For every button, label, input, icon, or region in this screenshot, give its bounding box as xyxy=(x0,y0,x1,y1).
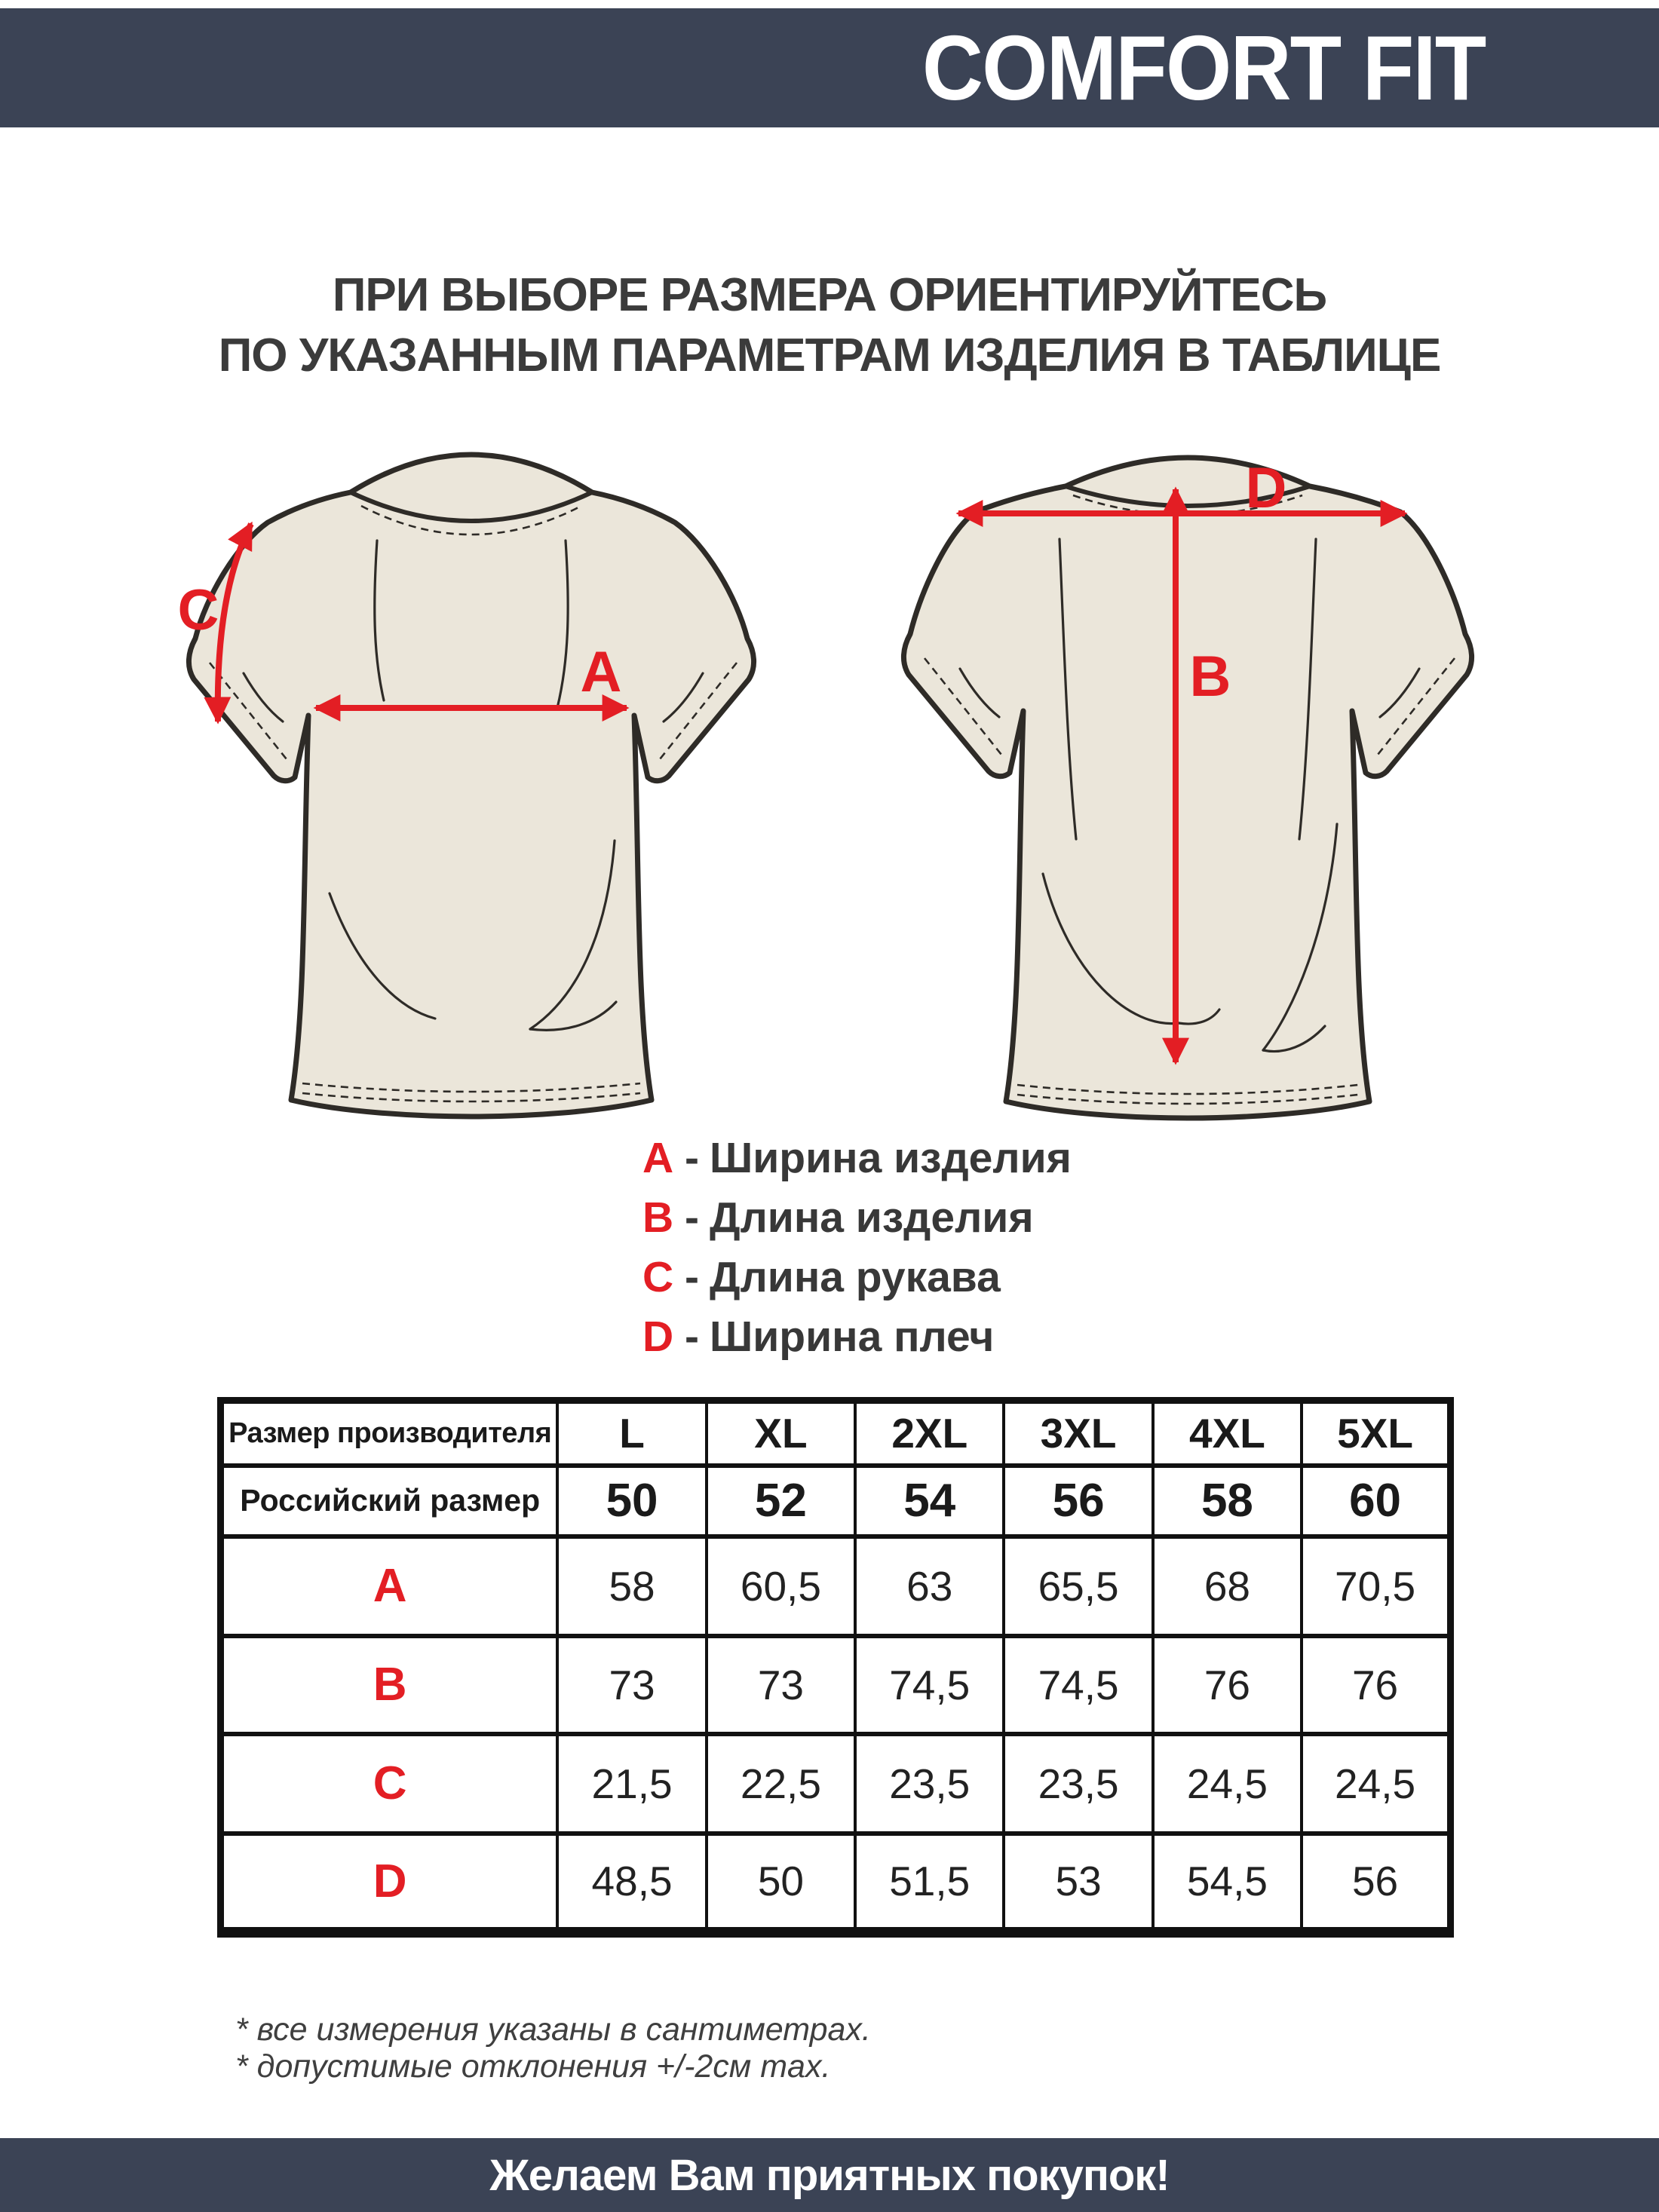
legend-letter: C xyxy=(642,1252,674,1301)
measure-value: 74,5 xyxy=(1004,1636,1152,1734)
tshirt-front-diagram xyxy=(155,449,792,1120)
measure-value: 48,5 xyxy=(557,1834,706,1932)
legend-text: Ширина изделия xyxy=(709,1133,1072,1182)
measure-value: 23,5 xyxy=(855,1734,1004,1834)
legend-item-a xyxy=(642,1128,1072,1187)
footer-message: Желаем Вам приятных покупок! xyxy=(489,2150,1170,2200)
intro-line-1: ПРИ ВЫБОРЕ РАЗМЕРА ОРИЕНТИРУЙТЕСЬ xyxy=(332,269,1327,321)
measure-label-d: D xyxy=(1245,456,1287,520)
header-bar xyxy=(0,8,1659,127)
measure-label-a: A xyxy=(580,640,622,704)
row-header: Размер производителя xyxy=(221,1401,558,1466)
measure-value: 68 xyxy=(1153,1536,1302,1636)
size-value: 50 xyxy=(557,1466,706,1536)
legend-separator: - xyxy=(685,1252,699,1301)
intro-heading xyxy=(0,265,1659,386)
measure-value: 56 xyxy=(1302,1834,1450,1932)
legend-letter: D xyxy=(642,1312,674,1361)
row-label: B xyxy=(221,1636,558,1734)
measure-value: 54,5 xyxy=(1153,1834,1302,1932)
measure-value: 22,5 xyxy=(707,1734,855,1834)
legend-item-b xyxy=(642,1187,1072,1247)
size-value: 52 xyxy=(707,1466,855,1536)
footnotes xyxy=(235,2011,871,2085)
measure-value: 73 xyxy=(557,1636,706,1734)
size-col-header: 5XL xyxy=(1302,1401,1450,1466)
footnote-2: * допустимые отклонения +/-2см max. xyxy=(235,2048,831,2085)
measure-value: 63 xyxy=(855,1536,1004,1636)
front-shirt-outline xyxy=(189,455,753,1117)
size-value: 58 xyxy=(1153,1466,1302,1536)
size-value: 60 xyxy=(1302,1466,1450,1536)
measure-value: 58 xyxy=(557,1536,706,1636)
intro-line-2: ПО УКАЗАННЫМ ПАРАМЕТРАМ ИЗДЕЛИЯ В ТАБЛИЦЕ xyxy=(218,329,1441,381)
measure-value: 76 xyxy=(1302,1636,1450,1734)
table-row-measure-b xyxy=(221,1636,1451,1734)
legend-separator: - xyxy=(685,1193,699,1242)
measure-value: 24,5 xyxy=(1302,1734,1450,1834)
legend-text: Длина рукава xyxy=(709,1252,1001,1301)
row-label: C xyxy=(221,1734,558,1834)
measure-value: 23,5 xyxy=(1004,1734,1152,1834)
tshirt-back-diagram xyxy=(871,447,1508,1129)
size-col-header: 4XL xyxy=(1153,1401,1302,1466)
legend-letter: A xyxy=(642,1133,674,1182)
table-row-measure-c xyxy=(221,1734,1451,1834)
legend-text: Ширина плеч xyxy=(709,1312,995,1361)
measure-value: 70,5 xyxy=(1302,1536,1450,1636)
legend-item-d xyxy=(642,1307,1072,1366)
table-row-measure-a xyxy=(221,1536,1451,1636)
row-label: D xyxy=(221,1834,558,1932)
size-value: 56 xyxy=(1004,1466,1152,1536)
legend-item-c xyxy=(642,1247,1072,1307)
measure-value: 76 xyxy=(1153,1636,1302,1734)
table-row-manufacturer-size xyxy=(221,1401,1451,1466)
measure-value: 65,5 xyxy=(1004,1536,1152,1636)
measure-value: 60,5 xyxy=(707,1536,855,1636)
measure-label-c: C xyxy=(177,578,219,642)
measure-value: 21,5 xyxy=(557,1734,706,1834)
measure-value: 53 xyxy=(1004,1834,1152,1932)
size-col-header: L xyxy=(557,1401,706,1466)
row-label: A xyxy=(221,1536,558,1636)
measure-value: 50 xyxy=(707,1834,855,1932)
size-value: 54 xyxy=(855,1466,1004,1536)
footnote-1: * все измерения указаны в сантиметрах. xyxy=(235,2011,871,2048)
legend-letter: B xyxy=(642,1193,674,1242)
size-col-header: XL xyxy=(707,1401,855,1466)
back-shirt-outline xyxy=(903,458,1471,1118)
table-row-measure-d xyxy=(221,1834,1451,1932)
table-row-russian-size xyxy=(221,1466,1451,1536)
measurement-legend xyxy=(642,1128,1072,1366)
measure-value: 51,5 xyxy=(855,1834,1004,1932)
footer-bar xyxy=(0,2138,1659,2212)
size-col-header: 2XL xyxy=(855,1401,1004,1466)
measure-value: 73 xyxy=(707,1636,855,1734)
page-title: COMFORT FIT xyxy=(922,17,1486,119)
row-header: Российский размер xyxy=(221,1466,558,1536)
size-table xyxy=(217,1397,1454,1938)
measure-value: 24,5 xyxy=(1153,1734,1302,1834)
measure-value: 74,5 xyxy=(855,1636,1004,1734)
legend-separator: - xyxy=(685,1133,699,1182)
size-col-header: 3XL xyxy=(1004,1401,1152,1466)
measure-label-b: B xyxy=(1189,645,1231,709)
legend-separator: - xyxy=(685,1312,699,1361)
legend-text: Длина изделия xyxy=(709,1193,1034,1242)
